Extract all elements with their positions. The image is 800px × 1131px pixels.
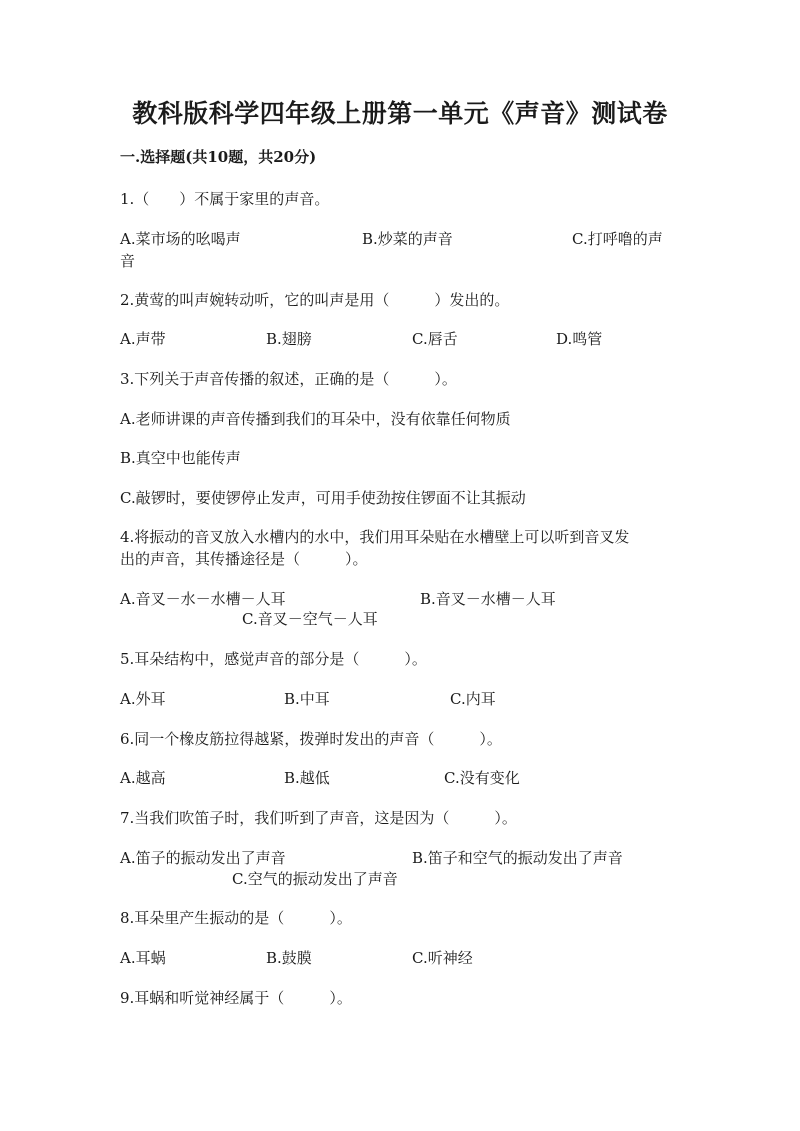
- question-3-option-c: C.敲锣时，要使锣停止发声，可用手使劲按住锣面不让其振动: [120, 489, 526, 507]
- question-8-option-c: C.听神经: [412, 949, 473, 967]
- question-3-option-a: A.老师讲课的声音传播到我们的耳朵中，没有依靠任何物质: [120, 410, 511, 428]
- question-8-option-a: A.耳蜗: [120, 949, 166, 967]
- question-2-option-b: B.翅膀: [266, 330, 312, 348]
- question-1-option-a: A.菜市场的吆喝声: [120, 230, 241, 248]
- question-4-continued: 出的声音，其传播途径是（ ）。: [120, 550, 368, 568]
- question-7: 7.当我们吹笛子时，我们听到了声音，这是因为（ ）。: [120, 809, 517, 827]
- question-4-option-c: C.音叉－空气－人耳: [242, 610, 378, 628]
- question-3-option-b: B.真空中也能传声: [120, 449, 241, 467]
- question-6-option-c: C.没有变化: [444, 769, 520, 787]
- section-heading: 一.选择题(共10题，共20分): [120, 148, 317, 166]
- question-4-option-a: A.音叉－水－水槽－人耳: [120, 590, 286, 608]
- question-7-option-a: A.笛子的振动发出了声音: [120, 849, 286, 867]
- question-1: 1.（ ）不属于家里的声音。: [120, 190, 330, 208]
- question-1-option-c: C.打呼噜的声: [572, 230, 663, 248]
- question-5-option-b: B.中耳: [284, 690, 330, 708]
- question-6-option-a: A.越高: [120, 769, 166, 787]
- question-8-option-b: B.鼓膜: [266, 949, 312, 967]
- question-7-option-b: B.笛子和空气的振动发出了声音: [412, 849, 623, 867]
- question-4: 4.将振动的音叉放入水槽内的水中，我们用耳朵贴在水槽壁上可以听到音叉发: [120, 528, 630, 546]
- question-2-option-c: C.唇舌: [412, 330, 458, 348]
- question-7-option-c: C.空气的振动发出了声音: [232, 870, 398, 888]
- question-2-option-a: A.声带: [120, 330, 166, 348]
- page-title: 教科版科学四年级上册第一单元《声音》测试卷: [132, 99, 668, 128]
- question-3: 3.下列关于声音传播的叙述，正确的是（ ）。: [120, 370, 457, 388]
- question-5-option-a: A.外耳: [120, 690, 166, 708]
- question-2-option-d: D.鸣管: [556, 330, 603, 348]
- question-6-option-b: B.越低: [284, 769, 330, 787]
- question-1-option-c-wrap: 音: [120, 252, 136, 270]
- question-8: 8.耳朵里产生振动的是（ ）。: [120, 909, 352, 927]
- question-6: 6.同一个橡皮筋拉得越紧，拨弹时发出的声音（ ）。: [120, 730, 502, 748]
- question-1-option-b: B.炒菜的声音: [362, 230, 453, 248]
- question-5-option-c: C.内耳: [450, 690, 496, 708]
- question-2: 2.黄莺的叫声婉转动听，它的叫声是用（ ）发出的。: [120, 291, 510, 309]
- question-4-option-b: B.音叉－水槽－人耳: [420, 590, 556, 608]
- question-9: 9.耳蜗和听觉神经属于（ ）。: [120, 989, 352, 1007]
- question-5: 5.耳朵结构中，感觉声音的部分是（ ）。: [120, 650, 427, 668]
